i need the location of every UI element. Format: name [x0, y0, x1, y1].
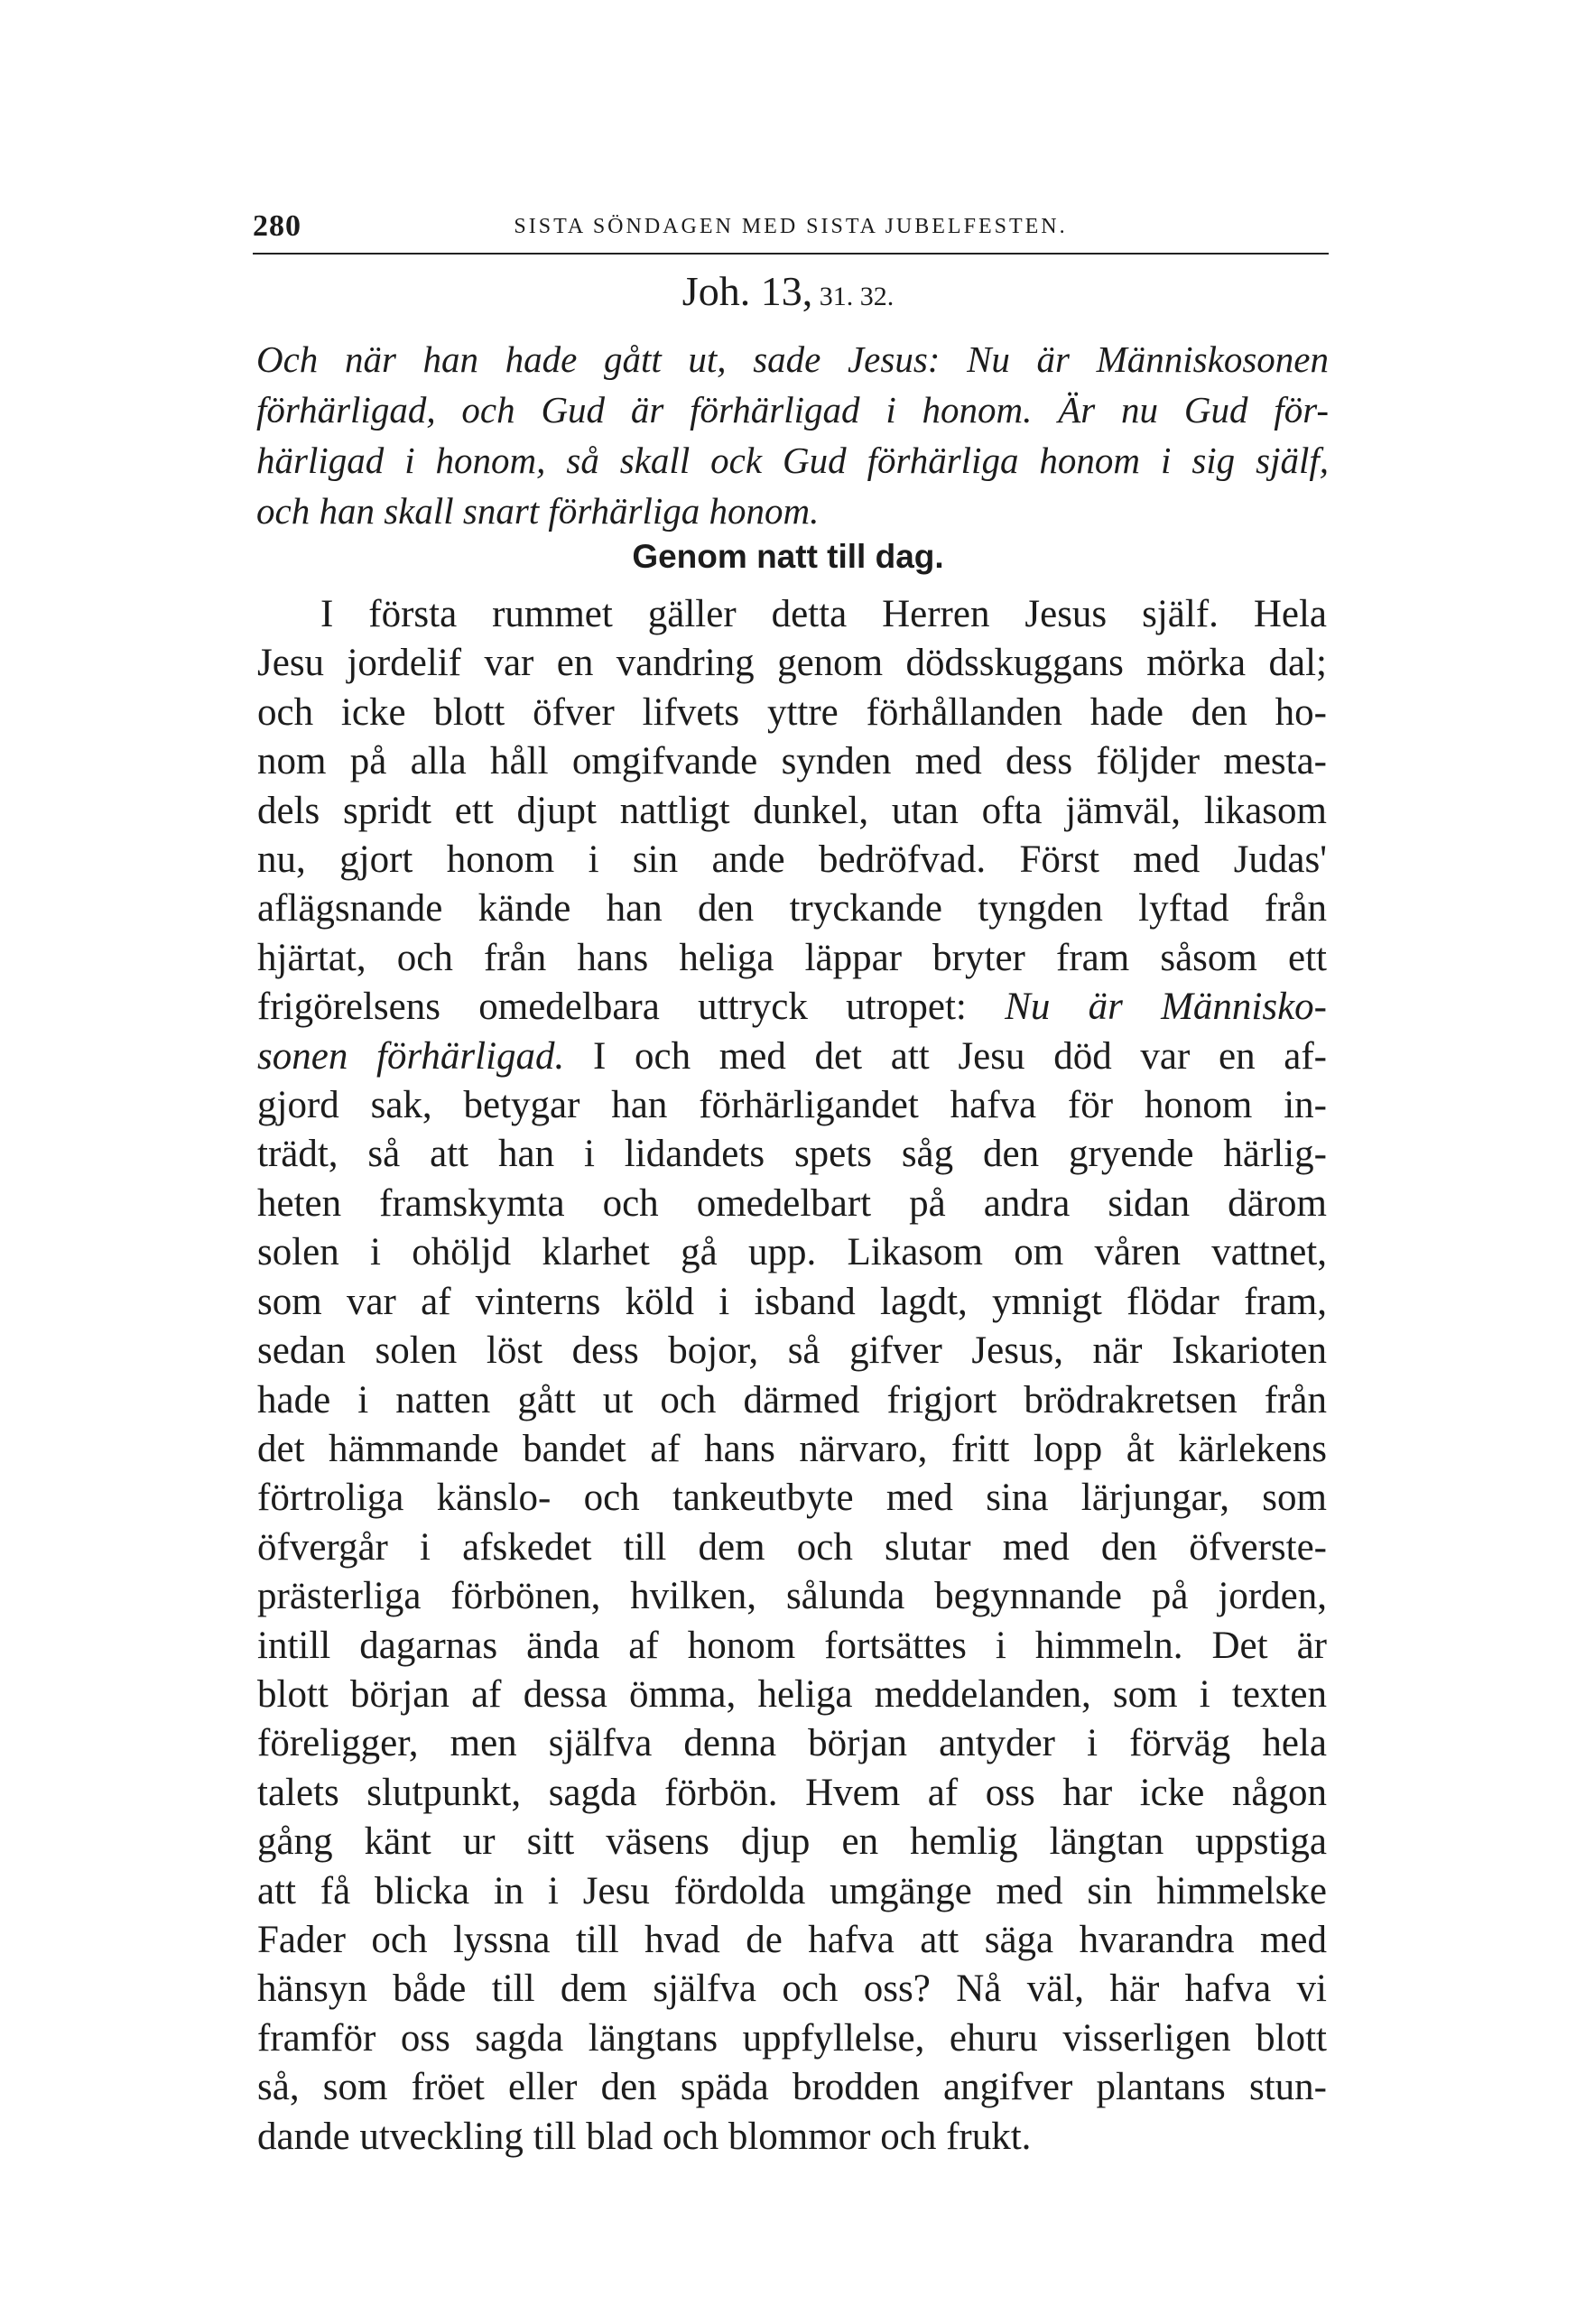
scripture-line: härligad i honom, så skall ock Gud förhärliga honom i sig själf, — [256, 440, 1329, 481]
italic-quote-part: Nu är Människo- — [1005, 986, 1327, 1029]
body-line: framför oss sagda längtans uppfyllelse, ehuru visserligen blott — [257, 2016, 1327, 2060]
body-line: dande utveckling till blad och blommor och frukt. — [257, 2115, 1032, 2158]
body-line: att få blicka in i Jesu fördolda umgänge med sin himmelske — [257, 1869, 1327, 1912]
body-line: så, som fröet eller den späda brodden angifver plantans stun- — [257, 2066, 1327, 2109]
body-line: heten framskymta och omedelbart på andra sidan därom — [257, 1181, 1327, 1225]
body-line: prästerliga förbönen, hvilken, sålunda begynnande på jorden, — [257, 1575, 1327, 1618]
body-line: nom på alla håll omgifvande synden med dess följder mesta- — [257, 740, 1327, 783]
reference-book-chapter: Joh. 13, — [681, 268, 813, 314]
body-line: sedan solen löst dess bojor, så gifver Jesus, när Iskarioten — [257, 1329, 1327, 1373]
scripture-quote — [256, 334, 1329, 536]
scripture-line: Och när han hade gått ut, sade Jesus: Nu är Människosonen — [256, 338, 1329, 380]
body-line: frigörelsens omedelbara uttryck utropet: Nu är Människo- — [257, 986, 1327, 1029]
body-line: aflägsnande kände han den tryckande tyngden lyftad från — [257, 887, 1327, 931]
italic-quote-part: sonen förhärligad. — [257, 1034, 565, 1078]
body-line: förtroliga känslo- och tankeutbyte med sina lärjungar, som — [257, 1477, 1327, 1520]
body-line: öfvergår i afskedet till dem och slutar med den öfverste- — [257, 1525, 1327, 1569]
body-line: och icke blott öfver lifvets yttre förhållanden hade den ho- — [257, 690, 1327, 734]
body-line: Jesu jordelif var en vandring genom dödsskuggans mörka dal; — [257, 642, 1327, 685]
body-line: Fader och lyssna till hvad de hafva att säga hvarandra med — [257, 1918, 1327, 1961]
running-title: SISTA SÖNDAGEN MED SISTA JUBELFESTEN. — [514, 215, 1068, 238]
body-line: gjord sak, betygar han förhärligandet hafva för honom in- — [257, 1084, 1327, 1127]
page-number: 280 — [253, 209, 301, 243]
body-line: nu, gjort honom i sin ande bedröfvad. Först med Judas' — [257, 838, 1327, 882]
body-line: sonen förhärligad. I och med det att Jesu död var en af- — [257, 1034, 1328, 1078]
body-line: det hämmande bandet af hans närvaro, fritt lopp åt kärlekens — [257, 1427, 1327, 1470]
body-line: talets slutpunkt, sagda förbön. Hvem af oss har icke någon — [257, 1771, 1327, 1814]
body-line: som var af vinterns köld i isband lagdt, ymnigt flödar fram, — [257, 1280, 1327, 1323]
page-header — [253, 209, 1329, 255]
reference-verses: 31. 32. — [812, 282, 895, 311]
scripture-line: förhärligad, och Gud är förhärligad i honom. Är nu Gud för- — [256, 389, 1329, 431]
body-line: hade i natten gått ut och därmed frigjort brödrakretsen från — [257, 1378, 1327, 1421]
body-line: dels spridt ett djupt nattligt dunkel, utan ofta jämväl, likasom — [257, 789, 1327, 832]
body-line: I första rummet gäller detta Herren Jesus själf. Hela — [320, 593, 1327, 635]
body-line: föreligger, men själfva denna början antyder i förväg hela — [257, 1722, 1327, 1765]
body-text — [257, 590, 1327, 2162]
section-heading: Genom natt till dag. — [632, 538, 944, 575]
body-line: hjärtat, och från hans heliga läppar bryter fram såsom ett — [257, 936, 1327, 979]
body-line: hänsyn både till dem själfva och oss? Nå väl, här hafva vi — [257, 1968, 1327, 2011]
body-line: gång känt ur sitt väsens djup en hemlig längtan uppstiga — [257, 1820, 1327, 1864]
body-line: blott början af dessa ömma, heliga meddelanden, som i texten — [257, 1672, 1327, 1716]
scripture-line: och han skall snart förhärliga honom. — [256, 490, 820, 532]
body-line: solen i ohöljd klarhet gå upp. Likasom om våren vattnet, — [257, 1231, 1327, 1274]
scripture-reference — [0, 267, 1576, 315]
body-line: intill dagarnas ända af honom fortsättes i himmeln. Det är — [257, 1624, 1327, 1667]
body-line: trädt, så att han i lidandets spets såg den gryende härlig- — [257, 1133, 1327, 1176]
